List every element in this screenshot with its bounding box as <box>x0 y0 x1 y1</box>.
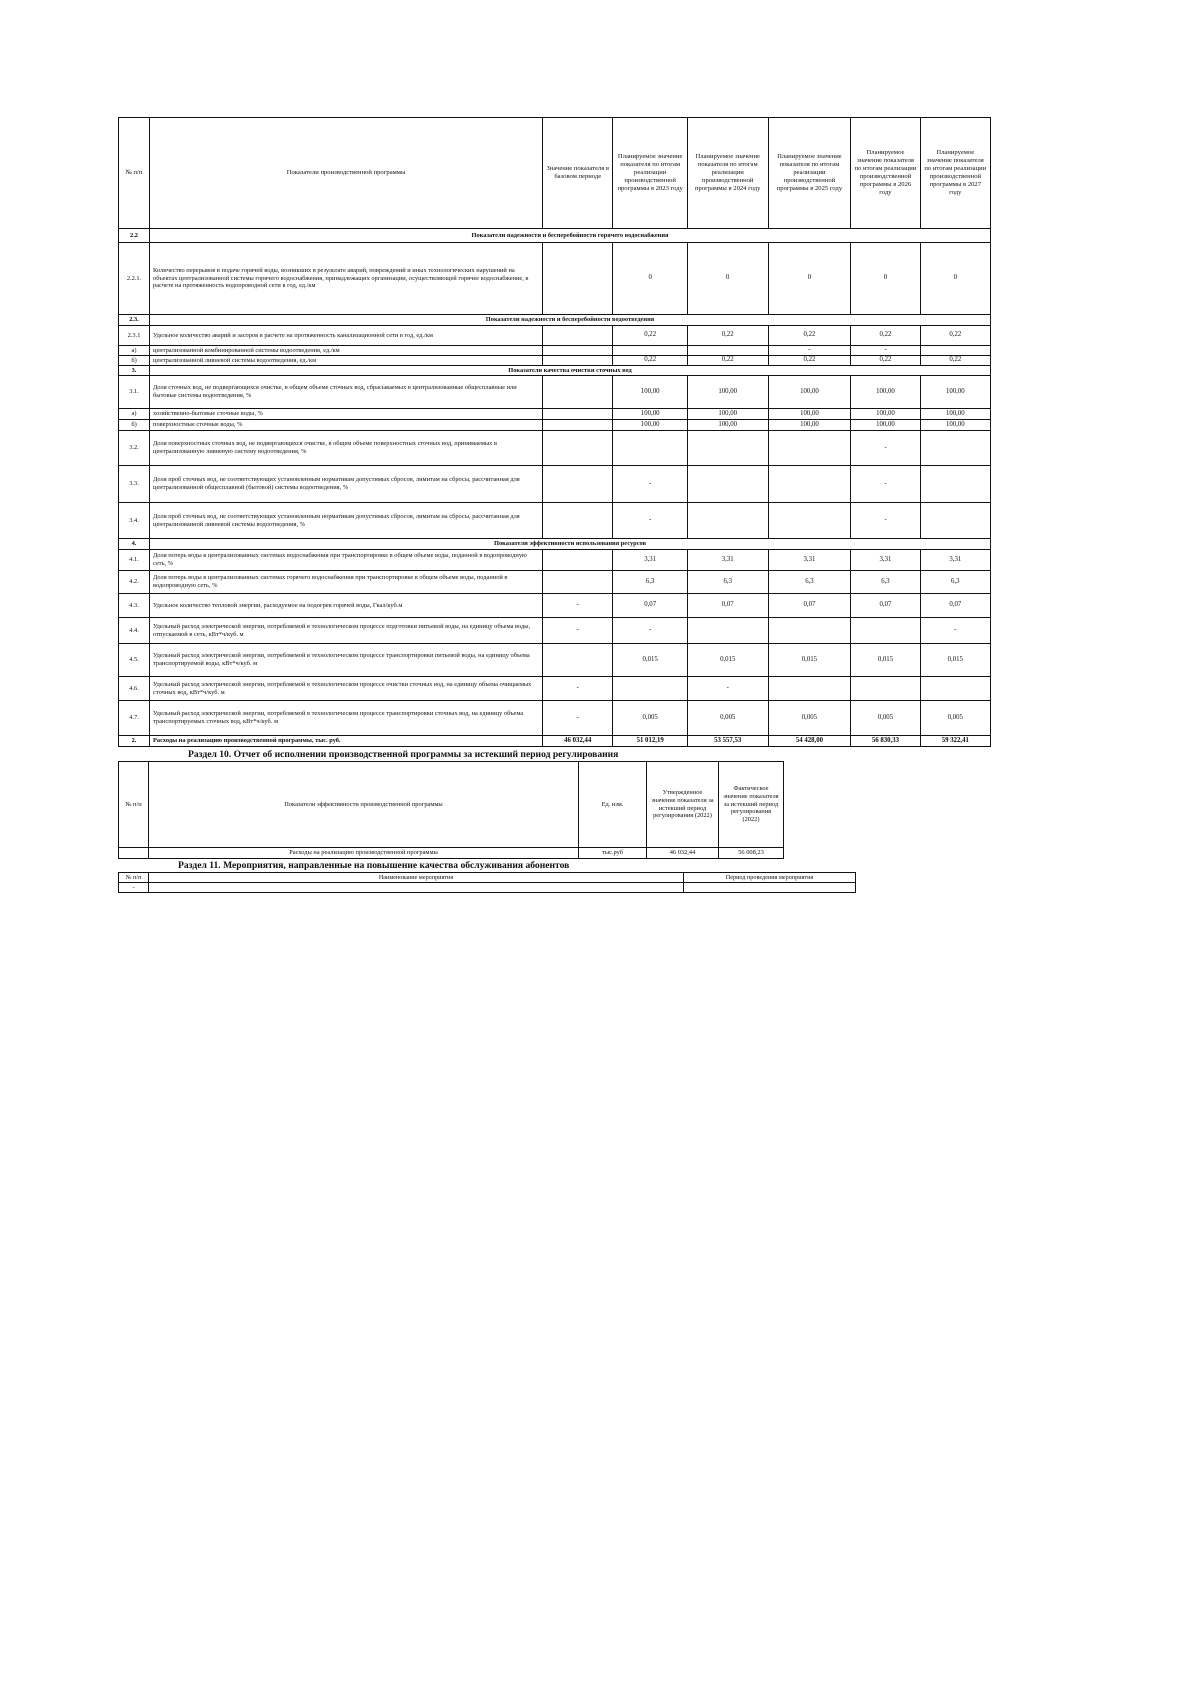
value-2025 <box>768 431 851 466</box>
header-base-value: Значение показателя в базовом периоде <box>543 118 613 229</box>
section-row <box>119 539 991 550</box>
value-2024: - <box>687 677 768 701</box>
table-row <box>119 409 991 420</box>
header-2027: Планируемое значение показателя по итогам реализации производственной программы в 2027 году <box>920 118 990 229</box>
header-indicator: Показатели производственной программы <box>150 118 543 229</box>
table-row <box>119 466 991 503</box>
row-number: - <box>119 883 149 893</box>
table-row <box>119 701 991 736</box>
section-row <box>119 315 991 326</box>
base-value <box>543 550 613 571</box>
indicator-name: Удельное количество аварий и засоров в расчете на протяженность канализационной сети в год, ед./км <box>150 326 543 346</box>
row-number: 4.2. <box>119 571 150 594</box>
row-number: 4.3. <box>119 594 150 618</box>
value-2026: 3,31 <box>851 550 920 571</box>
value-2025: 0,07 <box>768 594 851 618</box>
row-number: 3.1. <box>119 376 150 409</box>
table-row <box>119 618 991 644</box>
row-number: 3.2. <box>119 431 150 466</box>
value-2027: 100,00 <box>920 420 990 431</box>
value-2026: - <box>851 503 920 539</box>
indicator-name: Удельный расход электрической энергии, потребляемой в технологическом процессе очистки сточных вод, на единицу объема очищаемых сточных вод, кВт*ч/куб. м <box>150 677 543 701</box>
indicator-name: централизованной ливневой системы водоотведения, ед./км <box>150 356 543 366</box>
base-value <box>543 326 613 346</box>
value-2025: 0 <box>768 243 851 315</box>
header-2023: Планируемое значение показателя по итогам реализации производственной программы в 2023 году <box>613 118 687 229</box>
value-2027: 100,00 <box>920 376 990 409</box>
value-2025: 6,3 <box>768 571 851 594</box>
table-row <box>119 644 991 677</box>
table-row <box>119 677 991 701</box>
value-2027 <box>920 431 990 466</box>
table-row <box>119 346 991 356</box>
value-2026: 0,22 <box>851 326 920 346</box>
indicator-name: централизованной комбинированной системы водоотведения, ед./км <box>150 346 543 356</box>
row-number: 4.1. <box>119 550 150 571</box>
value-2024 <box>687 346 768 356</box>
s11-header-num: № п/п <box>119 873 149 883</box>
value-2027 <box>920 346 990 356</box>
row-number: 2.2.1. <box>119 243 150 315</box>
header-2025: Планируемое значение показателя по итогам реализации производственной программы в 2025 году <box>768 118 851 229</box>
value-2026: 0,005 <box>851 701 920 736</box>
base-value <box>543 466 613 503</box>
value-2023 <box>613 346 687 356</box>
table-row <box>119 431 991 466</box>
value-2027: 0,015 <box>920 644 990 677</box>
base-value <box>543 376 613 409</box>
value-2024 <box>687 503 768 539</box>
table-header-row <box>119 118 991 229</box>
section-10-header-row <box>119 762 784 848</box>
value-2024: 0,07 <box>687 594 768 618</box>
value-2025: 54 428,00 <box>768 736 851 747</box>
value-2027: 0,22 <box>920 326 990 346</box>
indicator-name: Удельное количество тепловой энергии, расходуемое на подогрев горячей воды, Гкал/куб.м <box>150 594 543 618</box>
value-2027 <box>920 677 990 701</box>
base-value <box>543 644 613 677</box>
section-10-table <box>118 761 784 859</box>
header-2024: Планируемое значение показателя по итогам реализации производственной программы в 2024 году <box>687 118 768 229</box>
indicator-name: хозяйственно-бытовые сточные воды, % <box>150 409 543 420</box>
indicator-name: Доля сточных вод, не подвергающихся очистке, в общем объеме сточных вод, сбрасываемых в централизованные общесплавные или бытовые системы водоотведения, % <box>150 376 543 409</box>
value-2024: 100,00 <box>687 420 768 431</box>
value-2023: - <box>613 503 687 539</box>
unit: тыс.руб <box>579 848 647 859</box>
section-row <box>119 366 991 376</box>
indicator-name: Удельный расход электрической энергии, потребляемой в технологическом процессе транспортировки сточных вод, на единицу объема транспортируемых сточных вод, кВт*ч/куб. м <box>150 701 543 736</box>
production-program-table <box>118 117 991 747</box>
row-number: 4.5. <box>119 644 150 677</box>
value-2027 <box>920 503 990 539</box>
base-value <box>543 356 613 366</box>
base-value: - <box>543 594 613 618</box>
measure-name <box>149 883 684 893</box>
value-2025: 100,00 <box>768 376 851 409</box>
value-2024: 6,3 <box>687 571 768 594</box>
table-row <box>119 848 784 859</box>
value-2026: 100,00 <box>851 420 920 431</box>
value-2023 <box>613 431 687 466</box>
base-value: - <box>543 677 613 701</box>
value-2026: 0,015 <box>851 644 920 677</box>
value-2025: 0,015 <box>768 644 851 677</box>
table-row <box>119 356 991 366</box>
value-2026: 0,22 <box>851 356 920 366</box>
value-2024: 53 557,53 <box>687 736 768 747</box>
s11-header-name: Наименование мероприятия <box>149 873 684 883</box>
row-number: 3.4. <box>119 503 150 539</box>
value-2027: 59 322,41 <box>920 736 990 747</box>
indicator-name: Расходы на реализацию производственной программы, тыс. руб. <box>150 736 543 747</box>
value-2025 <box>768 503 851 539</box>
value-2027: 6,3 <box>920 571 990 594</box>
indicator-name: Удельный расход электрической энергии, потребляемой в технологическом процессе подготовки питьевой воды, на единицу объема воды, отпускаемой в сеть, кВт*ч/куб. м <box>150 618 543 644</box>
value-2025: 3,31 <box>768 550 851 571</box>
value-2026: 100,00 <box>851 409 920 420</box>
value-2024: 0,22 <box>687 356 768 366</box>
value-2026: - <box>851 466 920 503</box>
value-2027: 0,22 <box>920 356 990 366</box>
value-2024 <box>687 466 768 503</box>
table-row <box>119 571 991 594</box>
row-number: 2.3.1 <box>119 326 150 346</box>
base-value: - <box>543 701 613 736</box>
section-11-table <box>118 872 856 893</box>
base-value <box>543 409 613 420</box>
row-number: 2.2 <box>119 229 150 243</box>
actual-value: 56 008,23 <box>719 848 784 859</box>
s11-header-period: Период проведения мероприятия <box>684 873 856 883</box>
base-value: 46 032,44 <box>543 736 613 747</box>
value-2025: 0,22 <box>768 326 851 346</box>
value-2023: 0,005 <box>613 701 687 736</box>
row-number: 4.7. <box>119 701 150 736</box>
approved-value: 46 032,44 <box>647 848 719 859</box>
value-2025 <box>768 677 851 701</box>
indicator-name: поверхностные сточные воды, % <box>150 420 543 431</box>
row-number: б) <box>119 356 150 366</box>
table-row <box>119 326 991 346</box>
value-2026: 6,3 <box>851 571 920 594</box>
value-2023: 0,015 <box>613 644 687 677</box>
table-row <box>119 594 991 618</box>
row-number: 2. <box>119 736 150 747</box>
total-row <box>119 736 991 747</box>
value-2026 <box>851 677 920 701</box>
base-value <box>543 420 613 431</box>
section-title: Показатели эффективности использования ресурсов <box>150 539 991 550</box>
value-2023: 51 012,19 <box>613 736 687 747</box>
value-2023: 3,31 <box>613 550 687 571</box>
section-title: Показатели качества очистки сточных вод <box>150 366 991 376</box>
value-2023: 0,07 <box>613 594 687 618</box>
value-2025: 0,22 <box>768 356 851 366</box>
value-2024: 0,005 <box>687 701 768 736</box>
indicator-name: Расходы на реализацию производственной программы <box>149 848 579 859</box>
section-title: Показатели надежности и бесперебойности горячего водоснабжения <box>150 229 991 243</box>
value-2023: - <box>613 618 687 644</box>
base-value <box>543 243 613 315</box>
value-2024: 0 <box>687 243 768 315</box>
value-2023: 6,3 <box>613 571 687 594</box>
section-title: Показатели надежности и бесперебойности водоотведения <box>150 315 991 326</box>
value-2026: 100,00 <box>851 376 920 409</box>
value-2024: 0,22 <box>687 326 768 346</box>
row-number: 3.3. <box>119 466 150 503</box>
value-2025: 100,00 <box>768 420 851 431</box>
indicator-name: Доля поверхностных сточных вод, не подвергающихся очистке, в общем объеме поверхностных сточных вод, принимаемых в централизованную ливневую систему водоотведения, % <box>150 431 543 466</box>
value-2025: 100,00 <box>768 409 851 420</box>
table-row <box>119 420 991 431</box>
section-11-header-row <box>119 873 856 883</box>
section-10-title: Раздел 10. Отчет об исполнении производственной программы за истекший период регулирования <box>188 749 619 760</box>
value-2026: 56 830,33 <box>851 736 920 747</box>
value-2024: 3,31 <box>687 550 768 571</box>
base-value <box>543 431 613 466</box>
s10-header-actual: Фактическое значение показателя за истекший период регулирования (2022) <box>719 762 784 848</box>
row-number <box>119 848 149 859</box>
value-2023 <box>613 677 687 701</box>
row-number: а) <box>119 409 150 420</box>
row-number: 3. <box>119 366 150 376</box>
value-2027: 100,00 <box>920 409 990 420</box>
table-row <box>119 376 991 409</box>
table-row <box>119 243 991 315</box>
s10-header-approved: Утвержденное значение показателя за истекший период регулирования (2022) <box>647 762 719 848</box>
row-number: 4. <box>119 539 150 550</box>
row-number: а) <box>119 346 150 356</box>
value-2025 <box>768 466 851 503</box>
s10-header-unit: Ед. изм. <box>579 762 647 848</box>
value-2026: - <box>851 431 920 466</box>
value-2026: - <box>851 346 920 356</box>
value-2027 <box>920 466 990 503</box>
value-2023: 100,00 <box>613 420 687 431</box>
value-2023: 100,00 <box>613 409 687 420</box>
base-value <box>543 346 613 356</box>
section-row <box>119 229 991 243</box>
base-value <box>543 571 613 594</box>
indicator-name: Доля потерь воды в централизованных системах горячего водоснабжения при транспортировке в общем объеме воды, поданной в водопроводную сеть, % <box>150 571 543 594</box>
indicator-name: Удельный расход электрической энергии, потребляемой в технологическом процессе транспортировки питьевой воды, на единицу объема транспортируемой воды, кВт*ч/куб. м <box>150 644 543 677</box>
value-2025: - <box>768 346 851 356</box>
value-2023: - <box>613 466 687 503</box>
row-number: 4.4. <box>119 618 150 644</box>
header-2026: Планируемое значение показателя по итогам реализации производственной программы в 2026 году <box>851 118 920 229</box>
table-row <box>119 550 991 571</box>
row-number: 2.3. <box>119 315 150 326</box>
measure-period <box>684 883 856 893</box>
value-2027: 0,07 <box>920 594 990 618</box>
indicator-name: Доля проб сточных вод, не соответствующих установленным нормативам допустимых сбросов, лимитам на сбросы, рассчитанная для централизованной ливневой системы водоотведения, % <box>150 503 543 539</box>
section-11-title: Раздел 11. Мероприятия, направленные на повышение качества обслуживания абонентов <box>178 860 570 871</box>
value-2024: 0,015 <box>687 644 768 677</box>
value-2027: - <box>920 618 990 644</box>
value-2027: 0 <box>920 243 990 315</box>
indicator-name: Доля потерь воды в централизованных системах водоснабжения при транспортировке в общем объеме воды, поданной в водопроводную сеть, % <box>150 550 543 571</box>
value-2027: 0,005 <box>920 701 990 736</box>
value-2025: 0,005 <box>768 701 851 736</box>
value-2026 <box>851 618 920 644</box>
base-value <box>543 503 613 539</box>
value-2023: 0 <box>613 243 687 315</box>
s10-header-num: № п/п <box>119 762 149 848</box>
table-row <box>119 883 856 893</box>
value-2024 <box>687 618 768 644</box>
value-2024: 100,00 <box>687 409 768 420</box>
s10-header-name: Показатели эффективности производственной программы <box>149 762 579 848</box>
base-value: - <box>543 618 613 644</box>
indicator-name: Доля проб сточных вод, не соответствующих установленным нормативам допустимых сбросов, лимитам на сбросы, рассчитанная для централизованной общесплавной (бытовой) системы водоотведения, % <box>150 466 543 503</box>
value-2023: 0,22 <box>613 356 687 366</box>
value-2024: 100,00 <box>687 376 768 409</box>
header-num: № п/п <box>119 118 150 229</box>
document-sheet <box>118 117 991 893</box>
value-2025 <box>768 618 851 644</box>
row-number: 4.6. <box>119 677 150 701</box>
row-number: б) <box>119 420 150 431</box>
indicator-name: Количество перерывов в подаче горячей воды, возникших в результате аварий, повреждений и иных технологических нарушений на объектах централизованной системы горячего водоснабжения, принадлежащих организации, осуществляющей горячее водоснабжение, в расчете на протяженность водопроводной сети в год, ед./км <box>150 243 543 315</box>
value-2023: 0,22 <box>613 326 687 346</box>
table-row <box>119 503 991 539</box>
value-2024 <box>687 431 768 466</box>
value-2026: 0,07 <box>851 594 920 618</box>
value-2023: 100,00 <box>613 376 687 409</box>
value-2027: 3,31 <box>920 550 990 571</box>
value-2026: 0 <box>851 243 920 315</box>
